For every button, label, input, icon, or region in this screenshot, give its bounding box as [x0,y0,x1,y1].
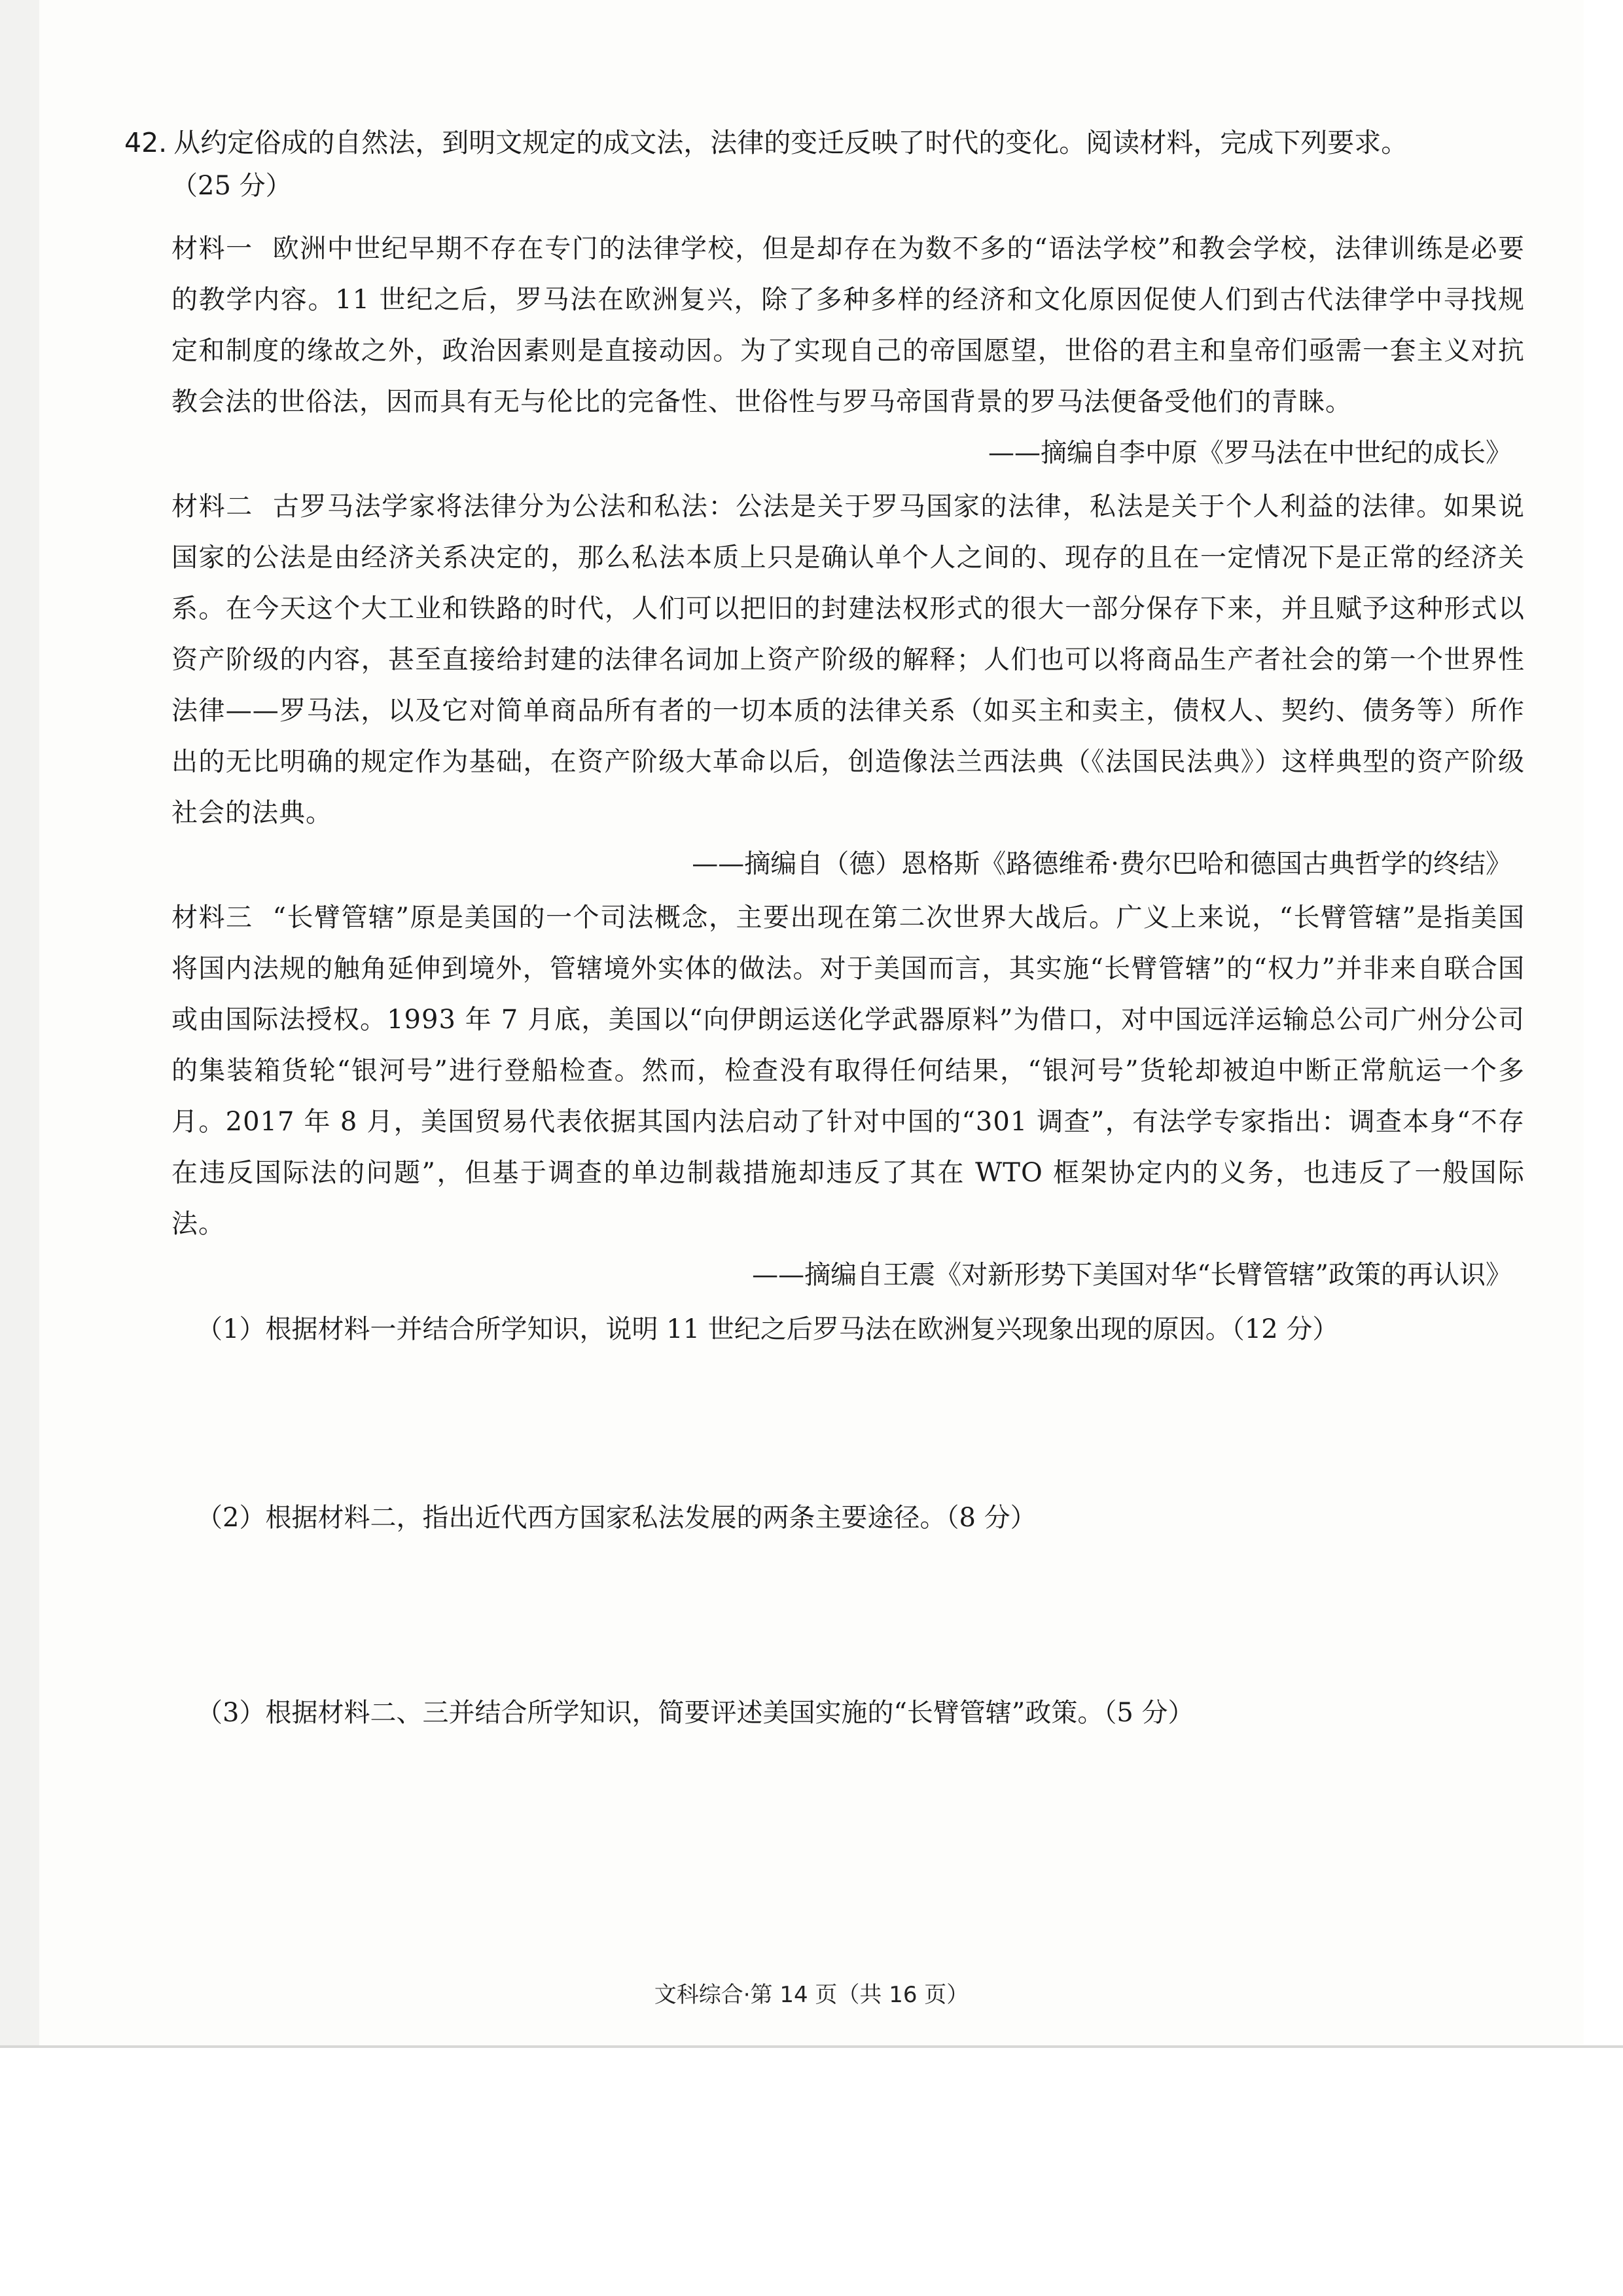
material-2 [171,481,1525,838]
material-label: 材料一 [171,234,253,264]
scan-edge [0,2045,1623,2048]
material-source: ——摘编自王震《对新形势下美国对华“长臂管辖”政策的再认识》 [752,1260,1512,1290]
material-label: 材料二 [171,492,253,522]
sub-question-2: （2）根据材料二，指出近代西方国家私法发展的两条主要途径。（8 分） [196,1503,1037,1533]
material-text: 古罗马法学家将法律分为公法和私法：公法是关于罗马国家的法律，私法是关于个人利益的法律。如果说国家的公法是由经济关系决定的，那么私法本质上只是确认单个人之间的、现存的且在一定情况下是正常的经济关系。在今天这个大工业和铁路的时代，人们可以把旧的封建法权形式的很大一部分保存下来，并且赋予这种形式以资产阶级的内容，甚至直接给封建的法律名词加上资产阶级的解释；人们也可以将商品生产者社会的第一个世界性法律——罗马法，以及它对简单商品所有者的一切本质的法律关系（如买主和卖主，债权人、契约、债务等）所作出的无比明确的规定作为基础，在资产阶级大革命以后，创造像法兰西法典（《法国民法典》）这样典型的资产阶级社会的法典。 [171,492,1525,828]
material-text: 欧洲中世纪早期不存在专门的法律学校，但是却存在为数不多的“语法学校”和教会学校，法律训练是必要的教学内容。11 世纪之后，罗马法在欧洲复兴，除了多种多样的经济和文化原因促使人们到古代法律学中寻找规定和制度的缘故之外，政治因素则是直接动因。为了实现自己的帝国愿望，世俗的君主和皇帝们亟需一套主义对抗教会法的世俗法，因而具有无与伦比的完备性、世俗性与罗马帝国背景的罗马法便备受他们的青睐。 [171,234,1525,417]
material-text: “长臂管辖”原是美国的一个司法概念，主要出现在第二次世界大战后。广义上来说，“长臂管辖”是指美国将国内法规的触角延伸到境外，管辖境外实体的做法。对于美国而言，其实施“长臂管辖”的“权力”并非来自联合国或由国际法授权。1993 年 7 月底，美国以“向伊朗运送化学武器原料”为借口，对中国远洋运输总公司广州分公司的集装箱货轮“银河号”进行登船检查。然而，检查没有取得任何结果，“银河号”货轮却被迫中断正常航运一个多月。2017 年 8 月，美国贸易代表依据其国内法启动了针对中国的“301 调查”，有法学专家指出：调查本身“不存在违反国际法的问题”，但基于调查的单边制裁措施却违反了其在 WTO 框架协定内的义务，也违反了一般国际法。 [171,903,1525,1239]
material-source: ——摘编自李中原《罗马法在中世纪的成长》 [988,438,1512,468]
material-label: 材料三 [171,903,253,933]
page-footer: 文科综合·第 14 页（共 16 页） [654,1982,969,2008]
material-3 [171,892,1525,1249]
question-score: （25 分） [171,171,292,201]
question-number: 42. [124,127,168,158]
sub-question-1: （1）根据材料一并结合所学知识，说明 11 世纪之后罗马法在欧洲复兴现象出现的原因。（12 分） [196,1314,1339,1344]
question-42 [124,121,1525,1732]
material-1 [171,223,1525,427]
question-stem: 从约定俗成的自然法，到明文规定的成文法，法律的变迁反映了时代的变化。阅读材料，完成下列要求。 [173,127,1408,158]
question-stem-line [124,121,1525,164]
sub-question-3: （3）根据材料二、三并结合所学知识，简要评述美国实施的“长臂管辖”政策。（5 分） [196,1698,1194,1728]
scan-margin [0,0,39,2045]
material-source: ——摘编自（德）恩格斯《路德维希·费尔巴哈和德国古典哲学的终结》 [692,849,1512,879]
